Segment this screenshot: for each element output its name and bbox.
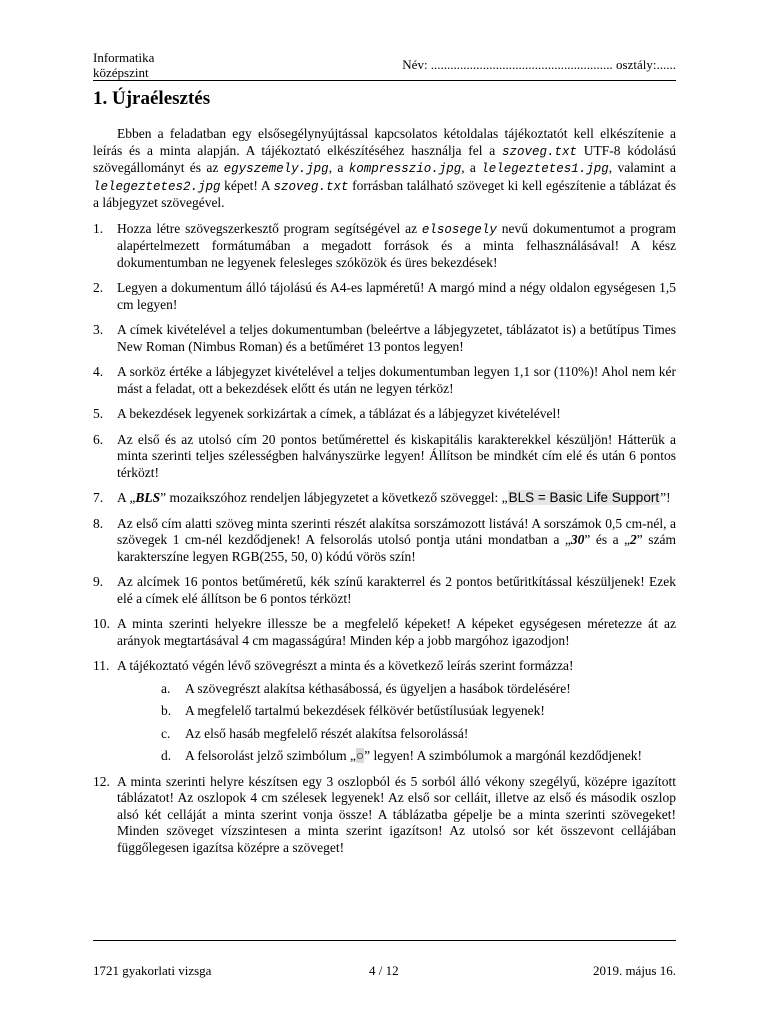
task-title: 1. Újraélesztés <box>93 88 211 109</box>
list-item: 7. A „BLS” mozaikszóhoz rendeljen lábjegyzetet a következő szöveggel: „BLS = Basic Life Support”! <box>93 490 671 505</box>
filename: kompresszio.jpg <box>348 162 462 176</box>
bls-term: BLS <box>135 490 161 505</box>
subject-line-2: középszint <box>93 65 149 80</box>
page-number: 4 / 12 <box>369 963 399 978</box>
intro-paragraph: Ebben a feladatban egy elsősegélynyújtással kapcsolatos kétoldalas tájékoztatót kell elkészítenie a leírás és a minta alapján. A tájékoztató elkészítéséhez használja fel a szoveg.txt UTF-8 kódolású szövegállományt és az egyszemely.jpg, a kompresszio.jpg, a lelegeztetes1.jpg, valamint a lelegeztetes2.jpg képet! A szoveg.txt forrásban található szöveget ki kell egészítenie a táblázat és a lábjegyzet szövegével. <box>93 126 676 210</box>
list-item: 10. A minta szerinti helyekre illessze be a megfelelő képeket! A képeket egységesen méretezze át az arányok megtartásával 4 cm magasságúra! Minden kép a jobb margóhoz igazodjon! <box>93 616 676 648</box>
sub-list-item: a. A szövegrészt alakítsa kéthasábossá, és ügyeljen a hasábok tördelésére! <box>161 680 571 696</box>
filename: egyszemely.jpg <box>223 162 329 176</box>
list-item: 1. Hozza létre szövegszerkesztő program segítségével az elsosegely nevű dokumentumot a program alapértelmezett formátumában a megadott források és a minta felhasználásával! A kész dokumentumban ne legyenek felesleges szóközök és üres bekezdések! <box>93 220 676 270</box>
list-item: 5. A bekezdések legyenek sorkizártak a címek, a táblázat és a lábjegyzet kivételével! <box>93 406 561 421</box>
list-item: 8. Az első cím alatti szöveg minta szerinti részét alakítsa sorszámozott listává! A sorszámok 0,5 cm-nél, a szövegek 1 cm-nél kezdődjenek! A felsorolás utolsó pontja utáni mondatban a „30” és a „2” szám karakterszíne legyen RGB(255, 50, 0) kódú vörös szín! <box>93 515 676 564</box>
list-item: 11. A tájékoztató végén lévő szövegrészt a minta és a következő leírás szerint formázza! <box>93 658 574 673</box>
list-item: 9. Az alcímek 16 pontos betűméretű, kék színű karakterrel és 2 pontos betűritkítással készüljenek! Ezek elé a címek elé állítson be 6 pontos térközt! <box>93 574 676 606</box>
list-item: 4. A sorköz értéke a lábjegyzet kivételével a teljes dokumentumban legyen 1,1 sor (110%)! Ahol nem kér mást a feladat, ott a bekezdések előtt és után ne legyen térköz! <box>93 364 676 396</box>
subject-label <box>93 50 154 80</box>
bullet-symbol: ○ <box>355 748 365 763</box>
filename: szoveg.txt <box>501 144 577 159</box>
footnote-text: BLS = Basic Life Support <box>508 490 660 505</box>
list-item: 3. A címek kivételével a teljes dokumentumban (beleértve a lábjegyzetet, táblázatot is) a betűtípus Times New Roman (Nimbus Roman) és a betűméret 13 pontos legyen! <box>93 322 676 354</box>
name-class-field: Név: ........................................................ osztály:...... <box>402 57 676 72</box>
sub-list-item: d. A felsorolást jelző szimbólum „○” legyen! A szimbólumok a margónál kezdődjenek! <box>161 748 643 763</box>
page-header <box>93 50 676 80</box>
list-item: 2. Legyen a dokumentum álló tájolású és A4-es lapméretű! A margó mind a négy oldalon egységesen 1,5 cm legyen! <box>93 280 676 312</box>
exam-date: 2019. május 16. <box>592 963 676 978</box>
filename: lelegeztetes1.jpg <box>481 162 609 176</box>
subject-line-1: Informatika <box>93 50 155 65</box>
filename: lelegeztetes2.jpg <box>93 179 221 194</box>
list-item: 12. A minta szerinti helyre készítsen egy 3 oszlopból és 5 sorból álló vékony szegélyű, középre igazított táblázatot! Az oszlopok 4 cm szélesek legyenek! Az első sor celláit, illetve az első és második oszlop alsó két celláját a minta szerint vonja össze! A táblázatba gépelje be a minta szerinti szövegeket! Minden szöveget vízszintesen a minta szerint igazítson! Az utolsó sor két összevont cellájában függőlegesen igazítsa középre a szöveget! <box>93 773 676 855</box>
task-body <box>93 126 676 865</box>
list-item: 6. Az első és az utolsó cím 20 pontos betűmérettel és kiskapitális karakterekkel készüljön! Hátterük a minta szerinti teljes szélességben halványszürke legyen! Állítson be mindkét cím elé és után 6 pontos térközt! <box>93 431 676 480</box>
filename: elsosegely <box>421 222 497 237</box>
exam-label: 1721 gyakorlati vizsga <box>93 963 212 978</box>
header-divider <box>93 80 676 81</box>
filename: szoveg.txt <box>273 179 349 194</box>
footer-divider <box>93 940 676 941</box>
sub-list-item: c. Az első hasáb megfelelő részét alakítsa felsorolássá! <box>161 725 469 741</box>
sub-list-item: b. A megfelelő tartalmú bekezdések félkövér betűstílusúak legyenek! <box>161 703 545 718</box>
